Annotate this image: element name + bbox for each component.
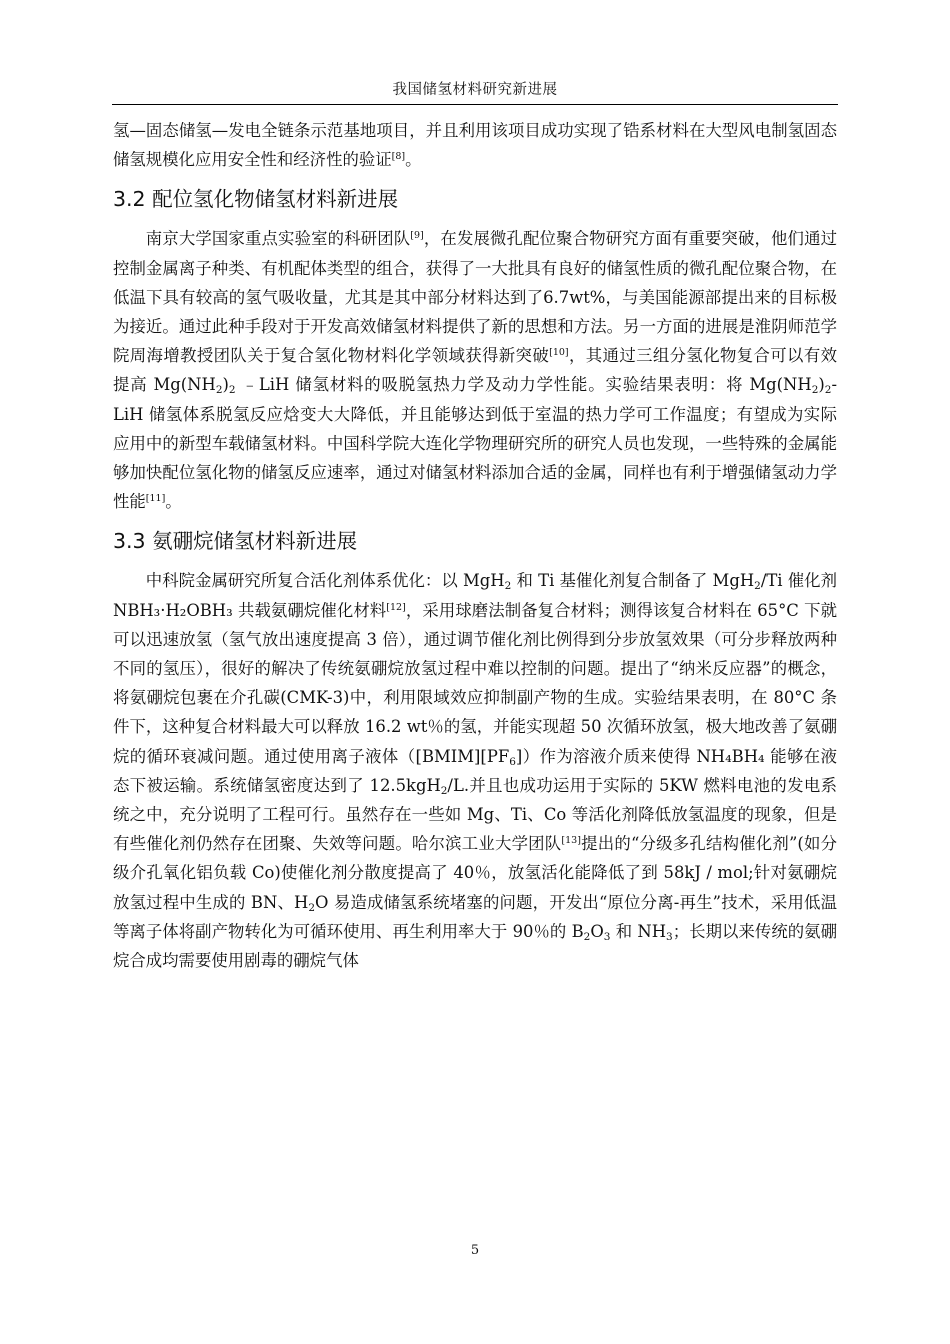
paragraph-3-3: 中科院金属研究所复合活化剂体系优化：以 MgH$_2$ 和 Ti 基催化剂复合制备了 MgH$_2$/Ti 催化剂 NBH₃·H₂OBH₃ 共载氨硼烷催化材料[12]，采用球磨法制备复合材料；测得该复合材料在 65°C 下就可以迅速放氢（氢气放出速度提高 3 倍），通过调节催化剂比例得到分步放氢效果（可分步释放两种不同的氢压），很好的解决了传统氨硼烷放氢过程中难以控制的问题。提出了“纳米反应器”的概念，将氨硼烷包裹在介孔碳(CMK-3)中，利用限域效应抑制副产物的生成。实验结果表明，在 80°C 条件下，这种复合材料最大可以释放 16.2 wt％的氢，并能实现超 50 次循环放氢，极大地改善了氨硼烷的循环衰减问题。通过使用离子液体$([BMIM][PF_6])$作为溶液介质来使得 NH₄BH₄ 能够在液态下被运输。系统储氢密度达到了 12.5kgH$_2$/L.并且也成功运用于实际的 5KW 燃料电池的发电系统之中，充分说明了工程可行。虽然存在一些如 Mg、Ti、Co 等活化剂降低放氢温度的现象，但是有些催化剂仍然存在团聚、失效等问题。哈尔滨工业大学团队[13]提出的“分级多孔结构催化剂”(如分级介孔氧化铝负载 Co)使催化剂分散度提高了 40％，放氢活化能降低了到 58kJ / mol;针对氨硼烷放氢过程中生成的 BN、$H_2O$ 易造成储氢系统堵塞的问题，开发出“原位分离-再生”技术，采用低温等离子体将副产物转化为可循环使用、再生利用率大于 90％的 $B_2O_3$ 和 $NH_3$；长期以来传统的氨硼烷合成均需要使用剧毒的硼烷气体	[113, 571, 838, 971]
citation-10[interactable]: [10]	[549, 347, 569, 359]
citation-9[interactable]: [9]	[410, 230, 424, 242]
citation-11[interactable]: [11]	[145, 493, 166, 505]
header-rule	[112, 104, 838, 105]
citation-12[interactable]: [12]	[386, 601, 406, 613]
section-heading-3-2: 3.2 配位氢化物储氢材料新进展	[113, 187, 399, 212]
paragraph-3-2: 南京大学国家重点实验室的科研团队[9]，在发展微孔配位聚合物研究方面有重要突破，他们通过控制金属离子种类、有机配体类型的组合，获得了一大批具有良好的储氢性质的微孔配位聚合物，在低温下具有较高的氢气吸收量，尤其是其中部分材料达到了6.7wt%，与美国能源部提出来的目标极为接近。通过此种手段对于开发高效储氢材料提供了新的思想和方法。另一方面的进展是淮阴师范学院周海增教授团队关于复合氢化物材料化学领域获得新突破[10]，其通过三组分氢化物复合可以有效提高 $Mg(NH_2)_2$ ﹣LiH 储氢材料的吸脱氢热力学及动力学性能。实验结果表明：将 $Mg(NH_2)_2$-LiH 储氢体系脱氢反应焓变大大降低，并且能够达到低于室温的热力学可工作温度；有望成为实际应用中的新型车载储氢材料。中国科学院大连化学物理研究所的研究人员也发现，一些特殊的金属能够加快配位氢化物的储氢反应速率，通过对储氢材料添加合适的金属，同样也有利于增强储氢动力学性能[11]。	[113, 229, 838, 512]
page-content	[113, 116, 837, 975]
section-heading-3-3: 3.3 氨硼烷储氢材料新进展	[113, 529, 358, 554]
paragraph-3-1-continuation: 氢—固态储氢—发电全链条示范基地项目，并且利用该项目成功实现了锆系材料在大型风电制氢固态储氢规模化应用安全性和经济性的验证[8]。	[113, 121, 837, 170]
citation-8[interactable]: [8]	[391, 151, 406, 163]
citation-13[interactable]: [13]	[561, 835, 581, 847]
running-header-title: 我国储氢材料研究新进展	[392, 82, 558, 98]
page-number: 5	[470, 1243, 480, 1258]
